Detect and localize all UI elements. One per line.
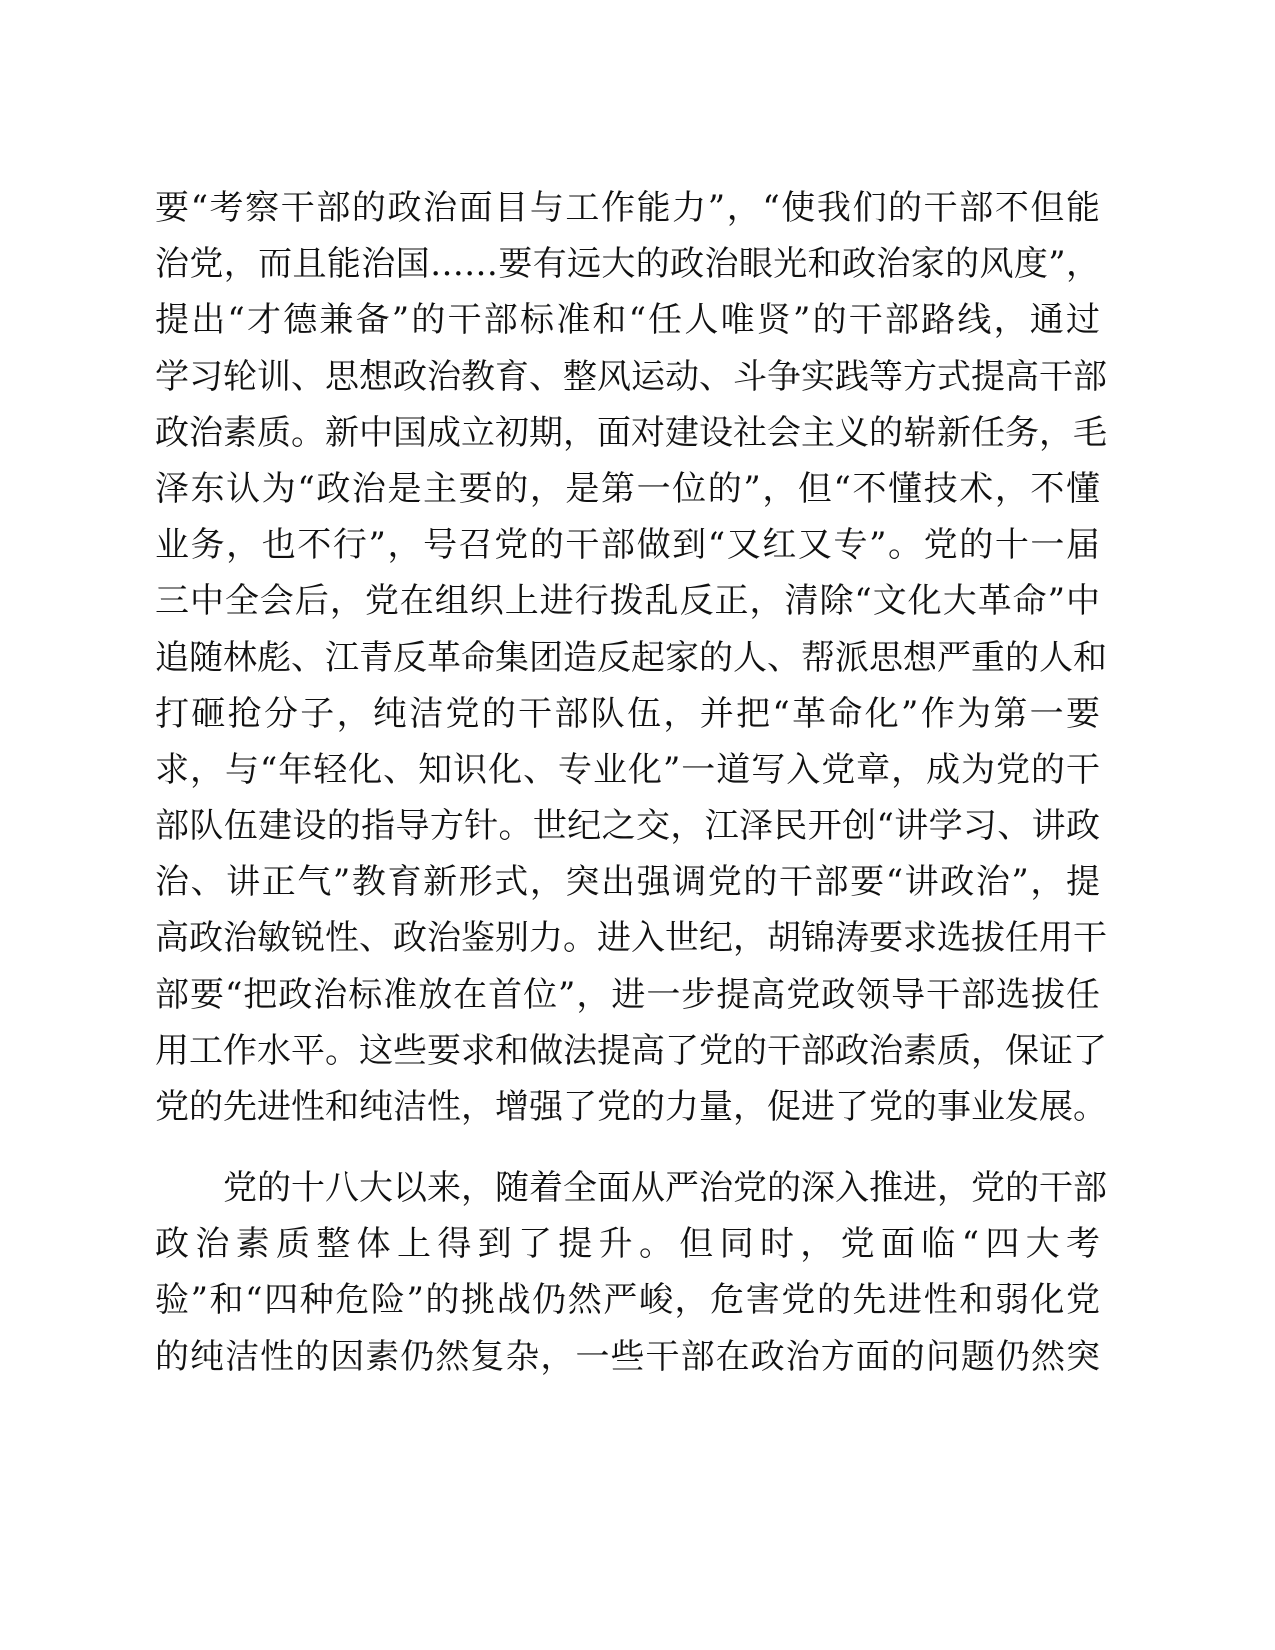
paragraph-line: 泽东认为“政治是主要的，是第一位的”，但“不懂技术，不懂 [155, 468, 1100, 509]
paragraph-line: 用工作水平。这些要求和做法提高了党的干部政治素质，保证了 [155, 1030, 1107, 1071]
paragraph-line: 部队伍建设的指导方针。世纪之交，江泽民开创“讲学习、讲政 [155, 806, 1100, 847]
paragraph-line: 党的先进性和纯洁性，增强了党的力量，促进了党的事业发展。 [155, 1087, 1107, 1127]
paragraph-line: 打砸抢分子，纯洁党的干部队伍，并把“革命化”作为第一要 [155, 693, 1100, 734]
paragraph-line: 政治素质。新中国成立初期，面对建设社会主义的崭新任务，毛 [155, 412, 1107, 453]
paragraph-line: 求，与“年轻化、知识化、专业化”一道写入党章，成为党的干 [155, 749, 1100, 790]
paragraph-line: 要“考察干部的政治面目与工作能力”，“使我们的干部不但能 [155, 188, 1100, 228]
paragraph-1 [155, 180, 1107, 1135]
paragraph-line: 提出“才德兼备”的干部标准和“任人唯贤”的干部路线，通过 [155, 300, 1100, 341]
paragraph-line: 党的十八大以来，随着全面从严治党的深入推进，党的干部 [223, 1168, 1107, 1208]
paragraph-2 [155, 1160, 1107, 1385]
paragraph-line: 治、讲正气”教育新形式，突出强调党的干部要“讲政治”，提 [155, 862, 1100, 903]
paragraph-line: 验”和“四种危险”的挑战仍然严峻，危害党的先进性和弱化党 [155, 1280, 1100, 1321]
paragraph-line: 学习轮训、思想政治教育、整风运动、斗争实践等方式提高干部 [155, 356, 1107, 397]
paragraph-line: 高政治敏锐性、政治鉴别力。进入世纪，胡锦涛要求选拔任用干 [155, 918, 1107, 959]
paragraph-line: 三中全会后，党在组织上进行拨乱反正，清除“文化大革命”中 [155, 581, 1100, 622]
paragraph-line: 治党，而且能治国……要有远大的政治眼光和政治家的风度”， [155, 244, 1100, 285]
paragraph-line: 部要“把政治标准放在首位”，进一步提高党政领导干部选拔任 [155, 974, 1100, 1015]
paragraph-line: 政治素质整体上得到了提升。但同时，党面临“四大考 [155, 1224, 1100, 1265]
paragraph-line: 的纯洁性的因素仍然复杂，一些干部在政治方面的问题仍然突 [155, 1336, 1100, 1377]
paragraph-line: 业务，也不行”，号召党的干部做到“又红又专”。党的十一届 [155, 525, 1100, 566]
paragraph-line: 追随林彪、江青反革命集团造反起家的人、帮派思想严重的人和 [155, 637, 1107, 678]
